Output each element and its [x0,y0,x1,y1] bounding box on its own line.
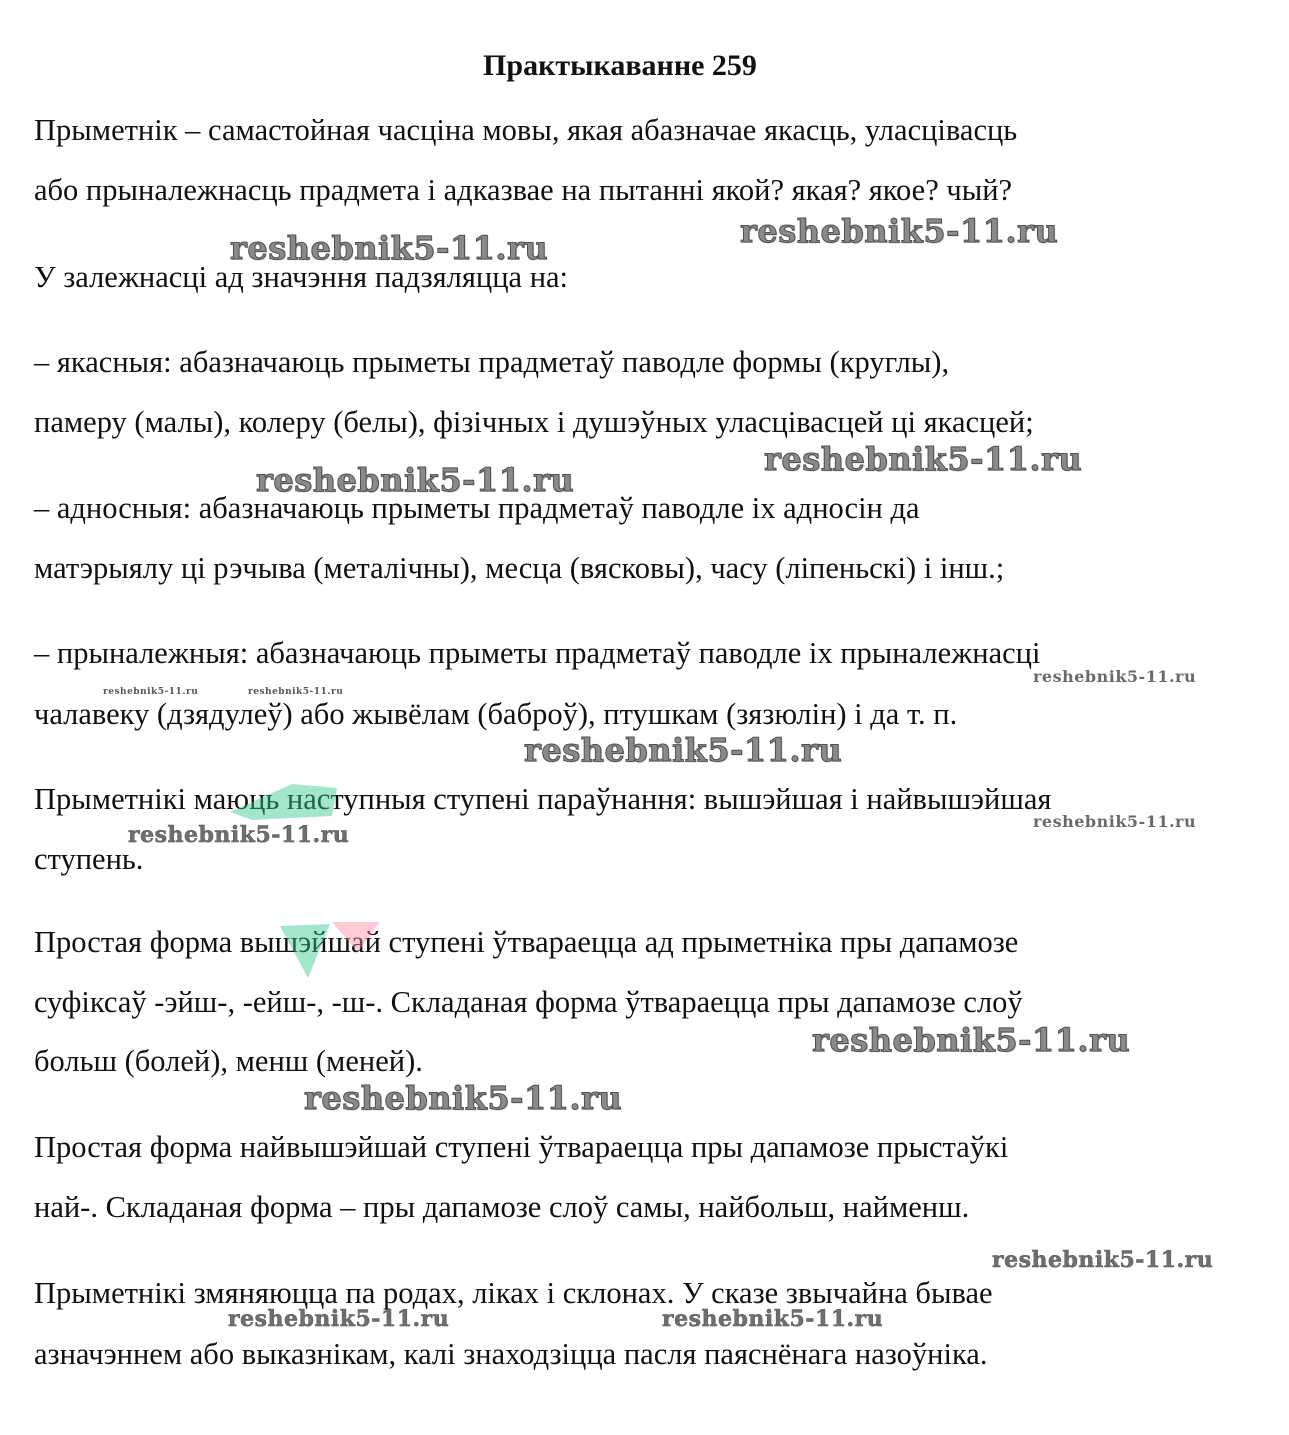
watermark: reshebnik5-11.ru [256,461,575,499]
text-line: Прыметнік – самастойная часціна мовы, якая абазначае якасць, уласцівасць [34,113,1018,147]
watermark: reshebnik5-11.ru [1033,812,1197,831]
watermark: reshebnik5-11.ru [662,1306,884,1332]
watermark: reshebnik5-11.ru [764,440,1083,478]
text-line: суфіксаў -эйш-, -ейш-, -ш-. Складаная форма ўтвараецца пры дапамозе слоў [34,985,1023,1019]
watermark: reshebnik5-11.ru [128,822,350,848]
text-line: Прыметнікі змяняюцца па родах, ліках і склонах. У сказе звычайна бывае [34,1276,993,1310]
text-line: чалавеку (дзядулеў) або жывёлам (баброў), птушкам (зязюлін) і да т. п. [34,697,958,731]
text-line: азначэннем або выказнікам, калі знаходзіцца пасля паяснёнага назоўніка. [34,1337,988,1371]
watermark: reshebnik5-11.ru [248,687,344,697]
watermark: reshebnik5-11.ru [992,1247,1214,1273]
watermark: reshebnik5-11.ru [228,1306,450,1332]
watermark: reshebnik5-11.ru [740,212,1059,250]
text-line: Прыметнікі маюць наступныя ступені параўнання: вышэйшая і найвышэйшая [34,782,1052,816]
text-line: памеру (малы), колеру (белы), фізічных і душэўных уласцівасцей ці якасцей; [34,405,1034,439]
text-line: матэрыялу ці рэчыва (металічны), месца (вясковы), часу (ліпеньскі) і інш.; [34,551,1005,585]
watermark: reshebnik5-11.ru [230,229,549,267]
watermark: reshebnik5-11.ru [304,1079,623,1117]
text-line: – адносныя: абазначаюць прыметы прадметаў паводле іх адносін да [34,491,920,525]
watermark: reshebnik5-11.ru [524,731,843,769]
text-line: – якасныя: абазначаюць прыметы прадметаў паводле формы (круглы), [34,345,950,379]
highlight-mark [280,922,390,982]
text-line: най-. Складаная форма – пры дапамозе слоў самы, найбольш, найменш. [34,1190,970,1224]
page-title: Практыкаванне 259 [483,49,757,83]
highlight-mark [222,782,342,822]
text-line: – прыналежныя: абазначаюць прыметы прадметаў паводле іх прыналежнасці [34,636,1041,670]
watermark: reshebnik5-11.ru [1033,667,1197,686]
text-line: У залежнасці ад значэння падзяляцца на: [34,260,569,294]
text-line: Простая форма найвышэйшай ступені ўтвараецца пры дапамозе прыстаўкі [34,1130,1009,1164]
text-line: больш (болей), менш (меней). [34,1044,423,1078]
text-line: ступень. [34,842,144,876]
text-line: або прыналежнасць прадмета і адказвае на пытанні якой? якая? якое? чый? [34,173,1013,207]
watermark: reshebnik5-11.ru [812,1021,1131,1059]
watermark: reshebnik5-11.ru [103,687,199,697]
text-line: Простая форма вышэйшай ступені ўтвараецца ад прыметніка пры дапамозе [34,925,1019,959]
